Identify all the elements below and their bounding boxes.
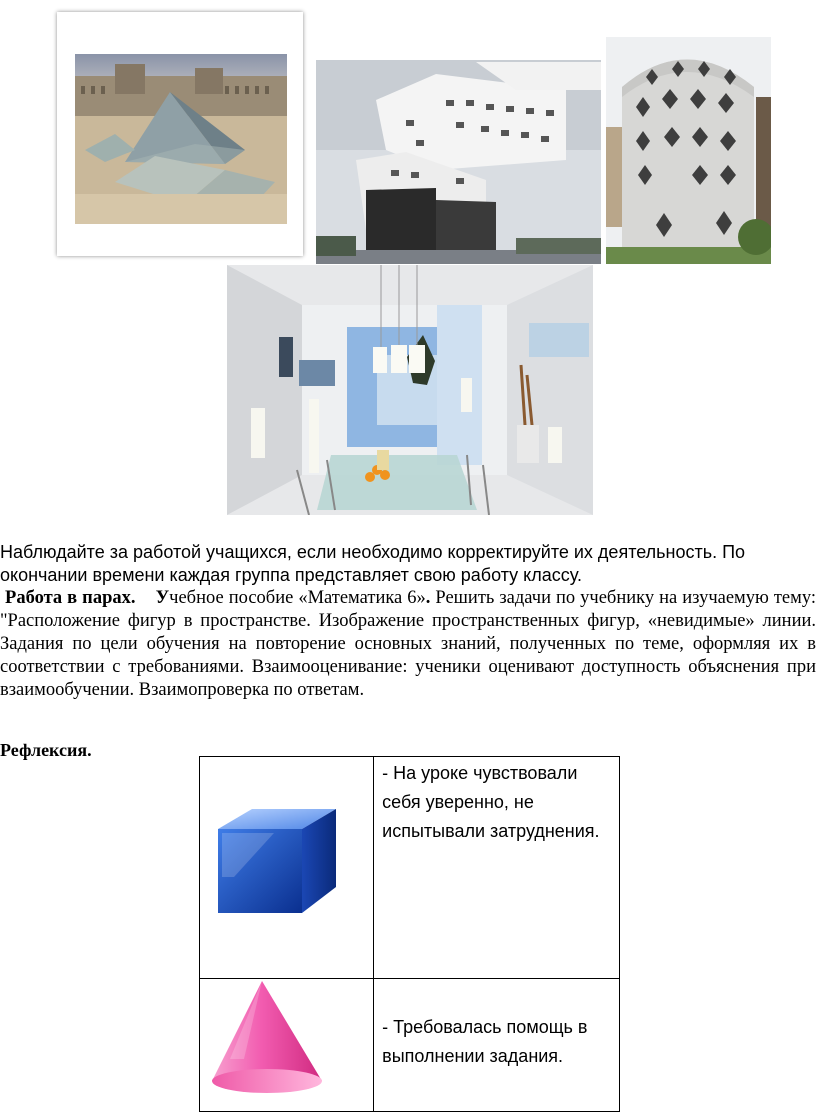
textbook-title: чебное пособие «Математика 6» [169,588,426,608]
textbook-initial: У [155,588,170,608]
cone-cell [200,978,374,1111]
louvre-pyramid-photo [75,54,287,224]
observe-paragraph: Наблюдайте за работой учащихся, если необходимо корректируйте их деятельность. По окончании времени каждая группа представляет свою работу классу. [0,542,746,585]
pair-work-body: Решить задачи по учебнику на изучаемую тему: "Расположение фигур в пространстве. Изображение пространственных фигур, «невидимые» линии. Задания по цели обучения на повторение основных знаний, полученных по теме, оформляя их в соответствии с требованиями. Взаимооценивание: ученики оценивают доступность объяснения при взаимообучении. Взаимопроверка по ответам. [0,588,816,700]
reflection-table [199,756,620,1112]
cantilever-building-photo [316,60,601,264]
reflection-heading: Рефлексия. [0,740,92,760]
pair-work-paragraph [0,587,816,702]
louvre-photo-frame [57,12,303,256]
blue-cube-icon [214,807,340,915]
interior-room-photo [227,265,593,515]
cylindrical-tower-photo [606,37,771,264]
help-needed-text: - Требовалась помощь в выполнении задания. [374,978,620,1111]
table-row [200,757,620,979]
pink-cone-icon [210,979,328,1097]
table-row [200,978,620,1111]
textbook-period: . [425,588,431,608]
confident-text: - На уроке чувствовали себя уверенно, не испытывали затруднения. [374,757,620,979]
pair-work-heading: Работа в парах. [5,588,136,608]
cube-cell [200,757,374,979]
